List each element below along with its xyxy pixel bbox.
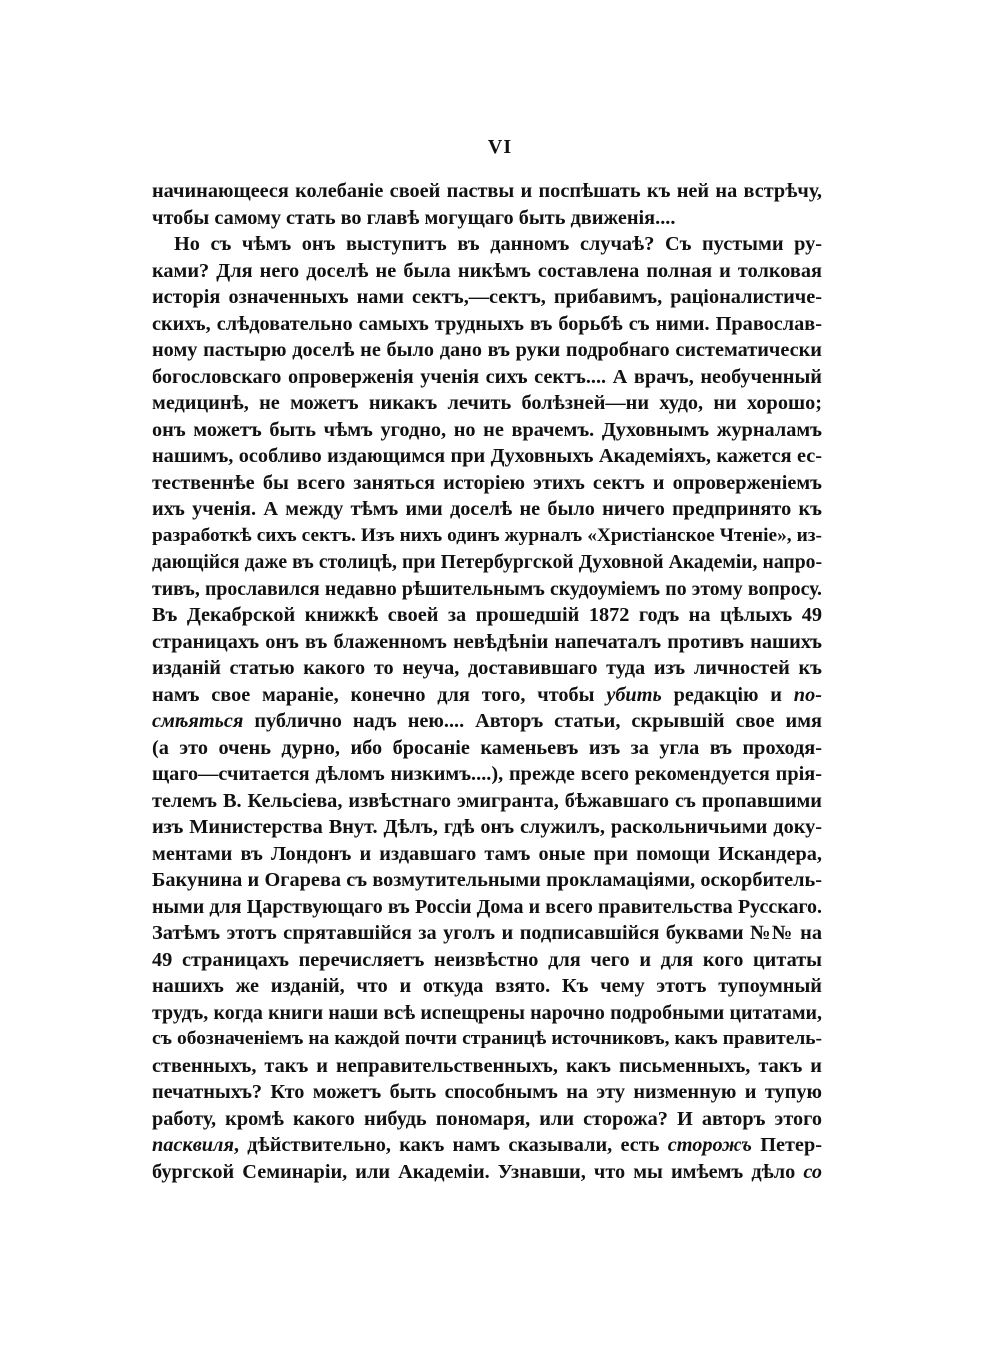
text-line: 49 страницахъ перечисляетъ неизвѣстно для чего и для кого цитаты xyxy=(152,948,822,971)
emphasized-text: по- xyxy=(793,683,822,706)
text-line: ихъ ученія. А между тѣмъ ими доселѣ не было ничего предпринято къ xyxy=(152,498,822,520)
text-line xyxy=(152,1132,822,1159)
text-line: изъ Министерства Внут. Дѣлъ, гдѣ онъ служилъ, раскольничьими доку- xyxy=(152,816,822,838)
text-line: ному пастырю доселѣ не было дано въ руки подробнаго систематически xyxy=(152,339,822,361)
text-line: страницахъ онъ въ блаженномъ невѣдѣніи напечаталъ противъ нашихъ xyxy=(152,630,822,653)
emphasized-text: пасквиля xyxy=(152,1134,234,1156)
text-segment: намъ свое мараніе, конечно для того, чтобы xyxy=(152,683,607,706)
text-line: начинающееся колебаніе своей паствы и поспѣшать къ ней на встрѣчу, xyxy=(152,180,822,202)
emphasized-text: со xyxy=(803,1160,822,1183)
text-segment: бургской Семинаріи, или Академіи. Узнавши, что мы имѣемъ дѣло xyxy=(152,1160,804,1183)
text-line: медицинѣ, не можетъ никакъ лечить болѣзней—ни худо, ни хорошо; xyxy=(152,392,822,414)
page-number: VI xyxy=(487,136,513,158)
body-text xyxy=(152,178,822,1185)
text-line: ками? Для него доселѣ не была никѣмъ составлена полная и толковая xyxy=(152,259,822,282)
text-line: богословскаго опроверженія ученія сихъ сектъ.... А врачъ, необученный xyxy=(152,365,822,388)
text-line: разработкѣ сихъ сектъ. Изъ нихъ одинъ журналъ «Христіанское Чтеніе», из- xyxy=(152,524,822,546)
text-line: трудъ, когда книги наши всѣ испещрены нарочно подробными цитатами, xyxy=(152,1001,822,1024)
text-line: тественнѣе бы всего заняться исторіею этихъ сектъ и опроверженіемъ xyxy=(152,471,822,494)
text-segment: , дѣйствительно, какъ намъ сказывали, есть xyxy=(233,1134,668,1156)
text-line: дающійся даже въ столицѣ, при Петербургской Духовной Академіи, напро- xyxy=(152,551,822,573)
text-line: ментами въ Лондонъ и издавшаго тамъ оные при помощи Искандера, xyxy=(152,842,822,865)
text-segment: редакцію и xyxy=(661,683,794,706)
text-line: онъ можетъ быть чѣмъ угодно, но не врачемъ. Духовнымъ журналамъ xyxy=(152,418,822,441)
text-line: исторія означенныхъ нами сектъ,—сектъ, прибавимъ, раціоналистиче- xyxy=(152,286,822,308)
text-line: скихъ, слѣдовательно самыхъ трудныхъ въ борьбѣ съ ними. Православ- xyxy=(152,312,822,335)
text-segment: Петер- xyxy=(751,1134,822,1156)
text-line xyxy=(152,1159,822,1186)
text-line: съ обозначеніемъ на каждой почти страницѣ источниковъ, какъ правитель- xyxy=(152,1028,822,1049)
emphasized-text: сторожъ xyxy=(667,1134,752,1156)
emphasized-text: смѣяться xyxy=(152,710,244,732)
text-line: щаго—считается дѣломъ низкимъ....), прежде всего рекомендуется прія- xyxy=(152,763,822,785)
text-line: Въ Декабрской книжкѣ своей за прошедшій 1872 годъ на цѣлыхъ 49 xyxy=(152,604,822,626)
text-line xyxy=(152,708,822,735)
text-line: нашимъ, особливо издающимся при Духовныхъ Академіяхъ, кажется ес- xyxy=(152,445,822,467)
text-line: чтобы самому стать во главѣ могущаго быть движенія.... xyxy=(152,206,676,229)
text-line: ственныхъ, такъ и неправительственныхъ, какъ письменныхъ, такъ и xyxy=(152,1054,822,1077)
text-line: Бакунина и Огарева съ возмутительными прокламаціями, оскорбитель- xyxy=(152,869,822,891)
emphasized-text: убить xyxy=(606,683,662,706)
text-segment: публично надъ нею.... Авторъ статьи, скрывшій свое имя xyxy=(243,710,822,732)
text-line xyxy=(152,682,822,709)
text-line: работу, кромѣ какого нибудь пономаря, или сторожа? И авторъ этого xyxy=(152,1107,822,1130)
text-line: телемъ В. Кельсіева, извѣстнаго эмигранта, бѣжавшаго съ пропавшими xyxy=(152,789,822,812)
text-line: нашихъ же изданій, что и откуда взято. Къ чему этотъ тупоумный xyxy=(152,975,822,997)
text-line: ными для Царствующаго въ Россіи Дома и всего правительства Русскаго. xyxy=(152,895,822,918)
text-line: Но съ чѣмъ онъ выступитъ въ данномъ случаѣ? Съ пустыми ру- xyxy=(174,233,822,255)
text-line: (а это очень дурно, ибо бросаніе каменьевъ изъ за угла въ проходя- xyxy=(152,736,822,759)
text-line: изданій статью какого то неуча, доставившаго туда изъ личностей къ xyxy=(152,657,822,679)
text-line: печатныхъ? Кто можетъ быть способнымъ на эту низменную и тупую xyxy=(152,1081,822,1103)
text-line: Затѣмъ этотъ спрятавшійся за уголъ и подписавшійся буквами №№ на xyxy=(152,922,822,944)
text-line: тивъ, прославился недавно рѣшительнымъ скудоуміемъ по этому вопросу. xyxy=(152,577,822,600)
